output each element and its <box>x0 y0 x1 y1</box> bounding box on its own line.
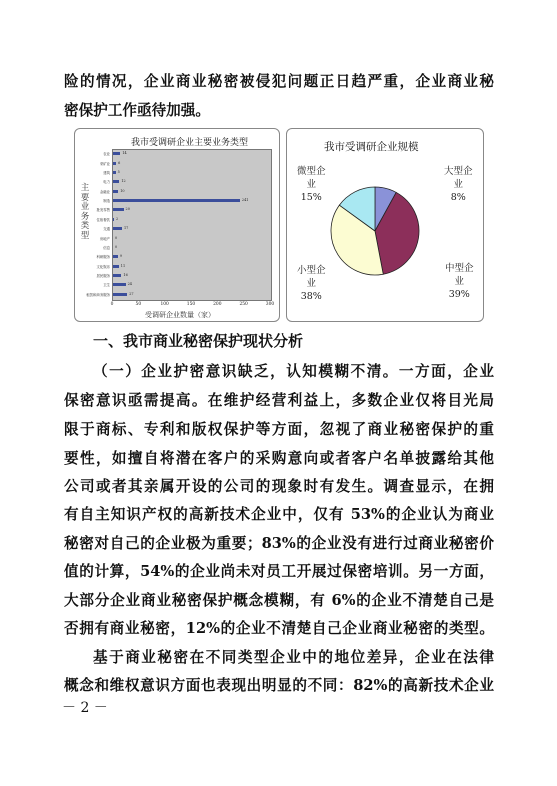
category-label: 金融业 <box>99 189 110 194</box>
text-line: 保密意识亟需提高。在维护经营利益上，多数企业仅将目光局 <box>64 392 494 409</box>
pie-slice-label: 小型企 业 38% <box>297 265 326 302</box>
text-line: 值的计算，54%的企业尚未对员工开展过保密培训。另一方面， <box>64 563 494 580</box>
bar-value-label: 10 <box>120 188 125 193</box>
chart-title: 我市受调研企业主要业务类型 <box>131 138 249 148</box>
x-axis-label: 受调研企业数量（家） <box>145 311 215 319</box>
bar <box>113 171 116 174</box>
bar-value-label: 17 <box>123 226 129 231</box>
x-tick-label: 200 <box>213 302 222 307</box>
chart-title: 我市受调研企业规模 <box>324 141 419 153</box>
category-label: 文化娱乐 <box>96 264 110 269</box>
pie-slice-label: 微型企 业 15% <box>297 166 326 203</box>
bar-value-label: 0 <box>115 235 118 240</box>
bar <box>113 208 124 211</box>
category-label: 卫生 <box>103 283 110 288</box>
text-line: 秘密对自己的企业极为重要；83%的企业没有进行过商业秘密价 <box>64 535 494 552</box>
category-label: 信息 <box>103 245 110 250</box>
text-line: 否拥有商业秘密，12%的企业不清楚自己企业商业秘密的类型。 <box>64 620 494 637</box>
bar <box>113 190 118 193</box>
category-label: 批发零售 <box>96 208 110 213</box>
plot-area <box>112 149 272 301</box>
category-label: 采矿业 <box>99 161 110 166</box>
bar <box>113 199 240 202</box>
bar-value-label: 0 <box>115 244 118 249</box>
category-label: 租赁和商务服务 <box>86 292 110 297</box>
text-line: 大部分企业商业秘密保护概念模糊，有 6%的企业不清楚自己是 <box>64 592 494 609</box>
bar-value-label: 6 <box>118 160 121 165</box>
bar-value-label: 241 <box>241 198 249 203</box>
bar <box>113 255 118 258</box>
x-tick-label: 50 <box>135 302 142 307</box>
category-label: 房地产 <box>99 236 110 241</box>
text-line: 要性，如擅自将潜在客户的采购意向或者客户名单披露给其他 <box>64 450 494 467</box>
bar <box>113 152 120 155</box>
y-axis-label: 主 要 业 务 类 型 <box>80 183 90 241</box>
text-line: 有自主知识产权的高新技术企业中，仅有 53%的企业认为商业 <box>64 506 494 523</box>
bar <box>113 218 114 221</box>
bar-value-label: 14 <box>122 151 127 156</box>
category-label: 科研服务 <box>96 255 110 260</box>
bar <box>113 162 116 165</box>
bar <box>113 227 122 230</box>
text-line: 密保护工作亟待加强。 <box>64 102 210 119</box>
bar-value-label: 27 <box>129 291 134 296</box>
bar <box>113 293 127 296</box>
text-line: 基于商业秘密在不同类型企业中的地位差异，企业在法律 <box>93 649 494 666</box>
business-type-chart <box>74 128 280 322</box>
bar-value-label: 11 <box>120 263 126 268</box>
bar-value-label: 20 <box>125 207 130 212</box>
pie-slice-label: 中型企 业 39% <box>445 263 474 300</box>
category-label: 交通 <box>103 227 110 232</box>
bar <box>113 283 126 286</box>
text-line: 概念和维权意识方面也表现出明显的不同：82%的高新技术企业 <box>64 677 494 694</box>
bar <box>113 274 121 277</box>
section-heading: 一、我市商业秘密保护现状分析 <box>93 332 304 350</box>
x-tick-label: 300 <box>265 302 275 307</box>
category-label: 农业 <box>103 152 110 157</box>
bar-value-label: 16 <box>123 273 128 278</box>
text-line: 险的情况，企业商业秘密被侵犯问题正日趋严重，企业商业秘 <box>64 73 494 90</box>
company-size-chart <box>286 128 484 322</box>
x-tick-label: 100 <box>160 302 169 307</box>
bar-value-label: 12 <box>121 179 126 184</box>
text-line: 公司或者其亲属开设的公司的现象时有发生。调查显示，在拥 <box>64 478 494 495</box>
text-line: 限于商标、专利和版权保护等方面，忽视了商业秘密保护的重 <box>64 421 494 438</box>
bar-value-label: 2 <box>116 216 119 221</box>
text-line: （一）企业护密意识缺乏，认知模糊不清。一方面，企业 <box>93 363 494 380</box>
pie-slice-label: 大型企 业 8% <box>444 166 473 203</box>
category-label: 住宿餐饮 <box>96 217 110 222</box>
bar-value-label: 5 <box>117 169 120 174</box>
page-number: － 2 － <box>62 700 108 716</box>
category-label: 建筑 <box>103 170 110 175</box>
bar <box>113 180 119 183</box>
bar-value-label: 24 <box>127 282 132 287</box>
x-tick-label: 250 <box>239 302 248 307</box>
category-label: 居民服务 <box>96 274 110 279</box>
bar-value-label: 9 <box>119 254 122 259</box>
x-tick-label: 150 <box>186 302 196 307</box>
x-tick-label: 0 <box>110 302 114 307</box>
category-label: 电力 <box>103 180 110 185</box>
category-label: 制造 <box>103 199 110 204</box>
bar <box>113 265 119 268</box>
